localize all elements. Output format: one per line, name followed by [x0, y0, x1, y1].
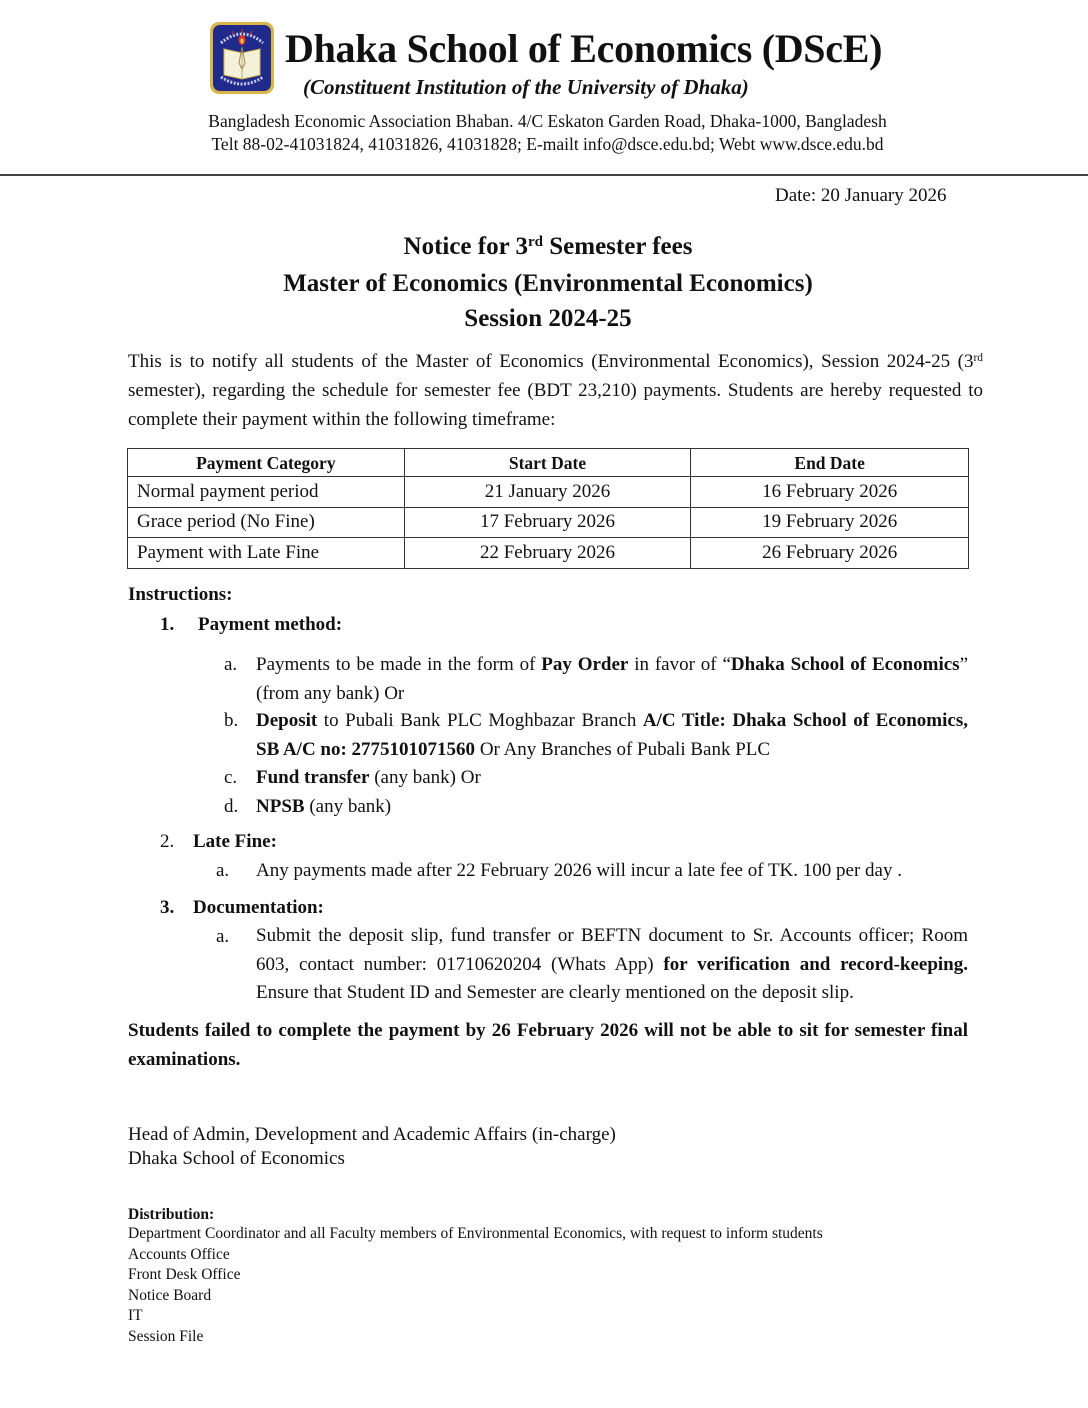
end-date-cell: 16 February 2026: [691, 477, 969, 508]
distribution-item: Department Coordinator and all Faculty members of Environmental Economics, with request to inform students: [128, 1225, 823, 1242]
start-date-cell: 17 February 2026: [404, 507, 691, 538]
bold-segment: Dhaka School of Economics: [730, 654, 960, 675]
bold-segment: Fund transfer: [256, 767, 370, 788]
bank-account-details: A/C Title: Dhaka School of Economics, SB A/C no: 2775101071560: [256, 710, 968, 760]
text-segment: Payments to be made in the form of: [256, 654, 542, 675]
end-date-cell: 26 February 2026: [691, 538, 969, 569]
late-fine-text: [256, 857, 968, 886]
distribution-heading: Distribution:: [128, 1206, 215, 1223]
distribution-item: Accounts Office: [128, 1246, 230, 1263]
contact-line: Telt 88-02-41031824, 41031826, 41031828; E-mailt info@dsce.edu.bd; Webt www.dsce.edu.bd: [211, 134, 884, 154]
bold-segment: Deposit: [256, 710, 318, 731]
instruction-label-payment-method: Payment method:: [198, 614, 343, 635]
text-segment: in favor of “: [628, 654, 731, 675]
payment-method-pay-order: [256, 651, 968, 708]
start-date-cell: 22 February 2026: [404, 538, 691, 569]
distribution-item: IT: [128, 1307, 143, 1324]
table-row: [128, 507, 969, 538]
intro-ordinal-suffix: rd: [973, 351, 983, 364]
address-line: Bangladesh Economic Association Bhaban. 4/C Eskaton Garden Road, Dhaka-1000, Bangladesh: [208, 111, 887, 131]
distribution-item: Notice Board: [128, 1287, 212, 1304]
payment-method-deposit: [256, 707, 968, 764]
text-segment: (any bank): [304, 796, 392, 817]
subitem-marker: c.: [224, 767, 238, 788]
column-header-end-date: End Date: [691, 449, 969, 477]
subitem-marker: a.: [216, 860, 230, 881]
table-row: [128, 477, 969, 508]
intro-part1: This is to notify all students of the Master of Economics (Environmental Economics), Session 2024-25 (3: [128, 351, 974, 372]
text-segment: Submit the deposit slip, fund transfer or BEFTN document to Sr. Accounts officer; Room 603, contact number: 01710620204 (Whats App): [256, 925, 968, 975]
distribution-item: Session File: [128, 1328, 204, 1345]
text-segment: Ensure that Student ID and Semester are clearly mentioned on the deposit slip.: [256, 982, 854, 1003]
text-segment: Any payments made after 22 February 2026 will incur a late fee of TK. 100 per day .: [256, 860, 902, 881]
payment-category-cell: Grace period (No Fine): [128, 507, 405, 538]
instruction-label-documentation: Documentation:: [193, 897, 324, 918]
intro-part2: semester), regarding the schedule for semester fee (BDT 23,210) payments. Students are hereby requested to complete their payment within the following timeframe:: [128, 380, 983, 430]
subitem-marker: d.: [224, 796, 239, 817]
instruction-label-late-fine: Late Fine:: [193, 831, 277, 852]
table-header-row: [128, 449, 969, 477]
notice-title: [0, 232, 1088, 262]
payment-method-fund-transfer: [256, 764, 968, 793]
exam-eligibility-warning: Students failed to complete the payment by 26 February 2026 will not be able to sit for semester final examinations.: [128, 1020, 968, 1070]
column-header-category: Payment Category: [128, 449, 405, 477]
signatory-title: Head of Admin, Development and Academic Affairs (in-charge): [128, 1124, 616, 1145]
payment-method-npsb: [256, 793, 968, 822]
instruction-number: 2.: [160, 831, 175, 852]
dsce-crest-logo-icon: [209, 21, 275, 95]
end-date-cell: 19 February 2026: [691, 507, 969, 538]
bold-segment: for verification and record-keeping.: [663, 953, 968, 975]
title-ordinal-suffix: rd: [528, 233, 544, 250]
start-date-cell: 21 January 2026: [404, 477, 691, 508]
instruction-number: 3.: [160, 897, 175, 918]
bold-segment: NPSB: [256, 796, 305, 817]
payment-category-cell: Payment with Late Fine: [128, 538, 405, 569]
session-title: Session 2024-25: [464, 305, 632, 332]
program-title: Master of Economics (Environmental Economics): [283, 270, 813, 297]
payment-category-cell: Normal payment period: [128, 477, 405, 508]
text-segment: (any bank) Or: [369, 767, 481, 788]
text-segment: to Pubali Bank PLC Moghbazar Branch: [317, 710, 643, 731]
institution-subtitle: (Constituent Institution of the University of Dhaka): [303, 75, 749, 99]
intro-paragraph: [128, 347, 983, 434]
text-segment: ” (from any bank) Or: [256, 654, 968, 704]
distribution-item: Front Desk Office: [128, 1266, 241, 1283]
instructions-heading: Instructions:: [128, 584, 233, 605]
subitem-marker: a.: [216, 926, 230, 947]
fee-schedule-table: [127, 448, 969, 569]
header-divider: [0, 174, 1088, 176]
bold-segment: Pay Order: [541, 654, 629, 675]
table-row: [128, 538, 969, 569]
column-header-start-date: Start Date: [404, 449, 691, 477]
subitem-marker: b.: [224, 710, 239, 731]
title-suffix: Semester fees: [543, 233, 693, 260]
signatory-institution: Dhaka School of Economics: [128, 1148, 345, 1169]
instruction-number: 1.: [160, 614, 175, 635]
title-prefix: Notice for 3: [403, 233, 529, 260]
subitem-marker: a.: [224, 654, 238, 675]
text-segment: Or Any Branches of Pubali Bank PLC: [475, 738, 771, 760]
notice-date: Date: 20 January 2026: [775, 185, 947, 206]
documentation-text: [256, 922, 968, 1008]
institution-name: Dhaka School of Economics (DScE): [285, 26, 883, 71]
